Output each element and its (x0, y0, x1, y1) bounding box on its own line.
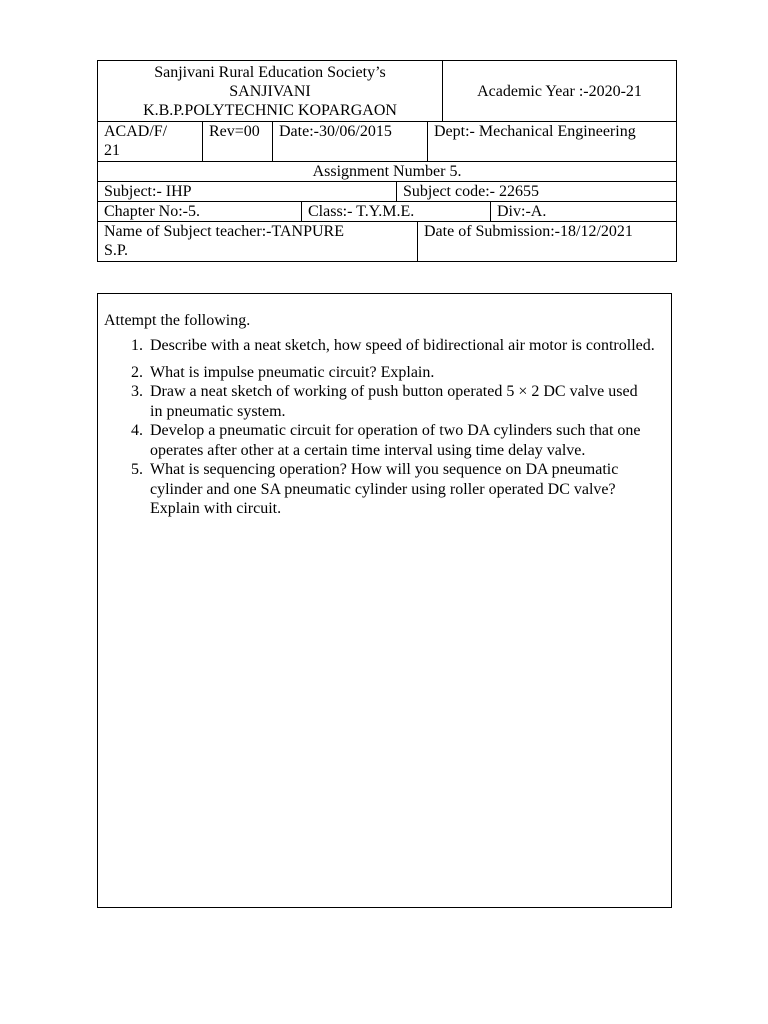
teacher-name-line2: S.P. (104, 242, 129, 259)
question-number: 5. (131, 461, 143, 478)
question-text: What is impulse pneumatic circuit? Explain. (150, 363, 435, 381)
assignment-box (97, 293, 672, 908)
chapter: Chapter No:-5. (104, 203, 200, 220)
question-text: Draw a neat sketch of working of push button operated 5 × 2 DC valve used in pneumatic system. (150, 383, 654, 420)
question-number: 3. (131, 383, 143, 400)
question-text: Develop a pneumatic circuit for operation of two DA cylinders such that one operates after other at a certain time interval using time delay valve. (150, 422, 645, 459)
header-row-chapter (98, 201, 676, 221)
class-cell (301, 202, 490, 221)
submission-date: Date of Submission:-18/12/2021 (424, 223, 633, 240)
question-item (104, 363, 665, 383)
header-row-assignment (98, 161, 676, 181)
chapter-cell (98, 202, 301, 221)
question-number: 1. (131, 337, 143, 354)
teacher-name-line1: Name of Subject teacher:-TANPURE (104, 223, 344, 240)
subject-code-cell (396, 182, 676, 201)
department: Dept:- Mechanical Engineering (434, 123, 636, 140)
doc-code-line1: ACAD/F/ (104, 123, 168, 140)
institute-society: Sanjivani Rural Education Society’s (154, 64, 386, 81)
document-date: Date:-30/06/2015 (279, 123, 392, 140)
assignment-intro: Attempt the following. (104, 312, 251, 329)
department-cell (427, 122, 676, 161)
institute-polytechnic: K.B.P.POLYTECHNIC KOPARGAON (143, 102, 397, 119)
teacher-cell (98, 222, 417, 261)
question-item (104, 460, 665, 519)
division-cell (490, 202, 676, 221)
header-row-teacher (98, 221, 676, 261)
question-number: 4. (131, 422, 143, 439)
class: Class:- T.Y.M.E. (308, 203, 415, 220)
subject-code: Subject code:- 22655 (403, 183, 539, 200)
assignment-title: Assignment Number 5. (312, 163, 462, 180)
doc-code-line2: 21 (104, 142, 120, 159)
question-text: Describe with a neat sketch, how speed of bidirectional air motor is controlled. (150, 337, 655, 354)
question-item (104, 336, 665, 356)
institute-name: SANJIVANI (229, 83, 311, 100)
revision-cell (202, 122, 272, 161)
division: Div:-A. (497, 203, 547, 220)
header-row-document-info (98, 121, 676, 161)
institute-cell (98, 61, 442, 121)
assignment-title-cell (98, 162, 676, 181)
question-text: What is sequencing operation? How will you sequence on DA pneumatic cylinder and one SA pneumatic cylinder using roller operated DC valve? Explain with circuit. (150, 461, 623, 517)
academic-year: Academic Year :-2020-21 (477, 82, 642, 100)
header-row-subject (98, 181, 676, 201)
revision: Rev=00 (209, 123, 260, 140)
date-cell (272, 122, 427, 161)
subject: Subject:- IHP (104, 183, 192, 200)
header-row-institute (98, 61, 676, 121)
question-item (104, 421, 665, 460)
academic-year-cell (442, 61, 676, 121)
header-table (97, 60, 677, 262)
question-number: 2. (131, 363, 143, 381)
question-item (104, 382, 665, 421)
subject-cell (98, 182, 396, 201)
question-list (104, 336, 665, 519)
doc-code-cell (98, 122, 202, 161)
submission-date-cell (417, 222, 676, 261)
